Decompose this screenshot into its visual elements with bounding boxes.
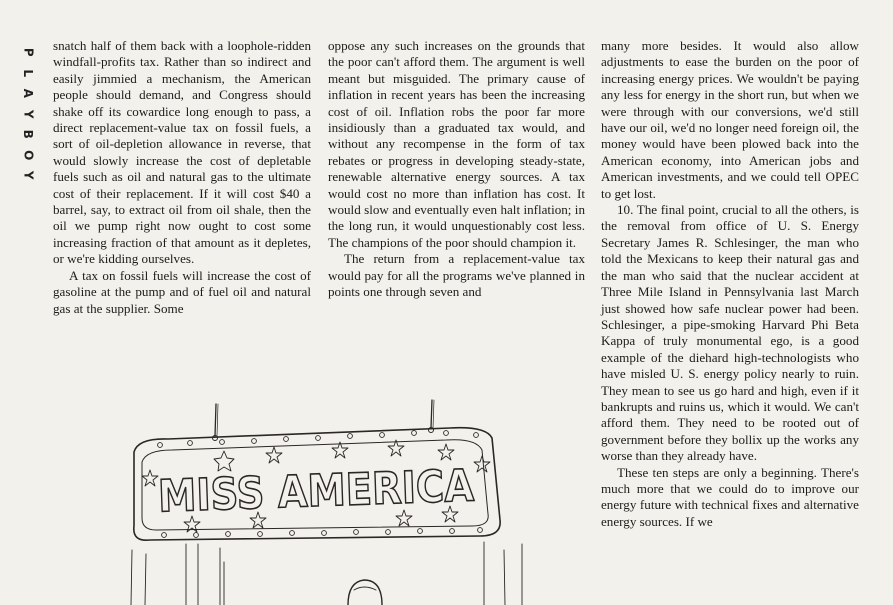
miss-america-cartoon xyxy=(120,392,540,605)
margin-label-playboy xyxy=(18,42,38,186)
paragraph: These ten steps are only a beginning. There's much more that we could do to improve our energy future with technical fixes and alternative energy sources. If we xyxy=(601,464,859,529)
paragraph: many more besides. It would also allow adjustments to ease the burden on the poor of increasing energy prices. We wouldn't be paying any less for energy in the short run, but when we were through with our conversions, we'd still have our oil, we'd no longer need foreign oil, the money would have been plowed back into the American economy, into American jobs and American investments, and we could tell OPEC to get lost. xyxy=(601,38,859,201)
margin-letter: A xyxy=(21,88,36,98)
margin-letter: O xyxy=(21,149,36,160)
paragraph: 10. The final point, crucial to all the others, is the removal from office of U. S. Energy Secretary James R. Schlesinger, the man who told the Mexicans to keep their natural gas and the man who said that the nuclear accident at Three Mile Island in Pennsylvania last March just showed how safe nuclear power had been. Schlesinger, a pipe-smoking Harvard Phi Beta Kappa of truly monumental ego, is a good example of the diehard high-technologists who have misled U. S. energy policy nearly to ruin. They mean to see us go hard and high, even if it bankrupts and ruins us, which it would. We can't afford them. They need to be rooted out of government before they bollix up the works any worse than they already have. xyxy=(601,202,859,464)
margin-letter: L xyxy=(21,68,36,77)
cartoon-illustration xyxy=(120,392,540,605)
text-column-3 xyxy=(601,38,859,530)
paragraph: snatch half of them back with a loophole-ridden windfall-profits tax. Rather than so indirect and easily jimmied a mechanism, the American people should demand, and Congress should shake off its cowardice long enough to pass, a direct replacement-value tax on fossil fuels, a sort of oil-depletion allowance in reverse, that would slowly increase the cost of depletable fuels such as oil and natural gas to the ultimate cost of their replacement. If it will cost $40 a barrel, say, to extract oil from oil shale, then the oil we pump right now ought to cost some increasing fraction of that amount as it depletes, or we're kidding ourselves. xyxy=(53,38,311,267)
paragraph: The return from a replacement-value tax would pay for all the programs we've planned in points one through seven and xyxy=(328,251,585,300)
paragraph: A tax on fossil fuels will increase the cost of gasoline at the pump and of fuel oil and natural gas at the supplier. Some xyxy=(53,267,311,316)
text-column-1 xyxy=(53,38,311,317)
sign-text: MISS AMERICA xyxy=(157,458,521,523)
margin-letter: Y xyxy=(21,170,36,180)
text-column-2 xyxy=(328,38,585,301)
margin-letter: P xyxy=(21,47,36,57)
paragraph: oppose any such increases on the grounds that the poor can't afford them. The argument is well meant but misguided. The primary cause of inflation in recent years has been the increasing cost of oil. Inflation robs the poor far more insidiously than a graduated tax would, and without any recompense in the form of tax rebates or progress in developing steady-state, renewable alternative energy sources. A tax would cost no more than inflation has cost. It would slow and eventually even halt inflation; in the long run, it would unquestionably cost less. The champions of the poor should champion it. xyxy=(328,38,585,250)
margin-letter: Y xyxy=(21,109,36,119)
margin-letter: B xyxy=(21,129,36,139)
